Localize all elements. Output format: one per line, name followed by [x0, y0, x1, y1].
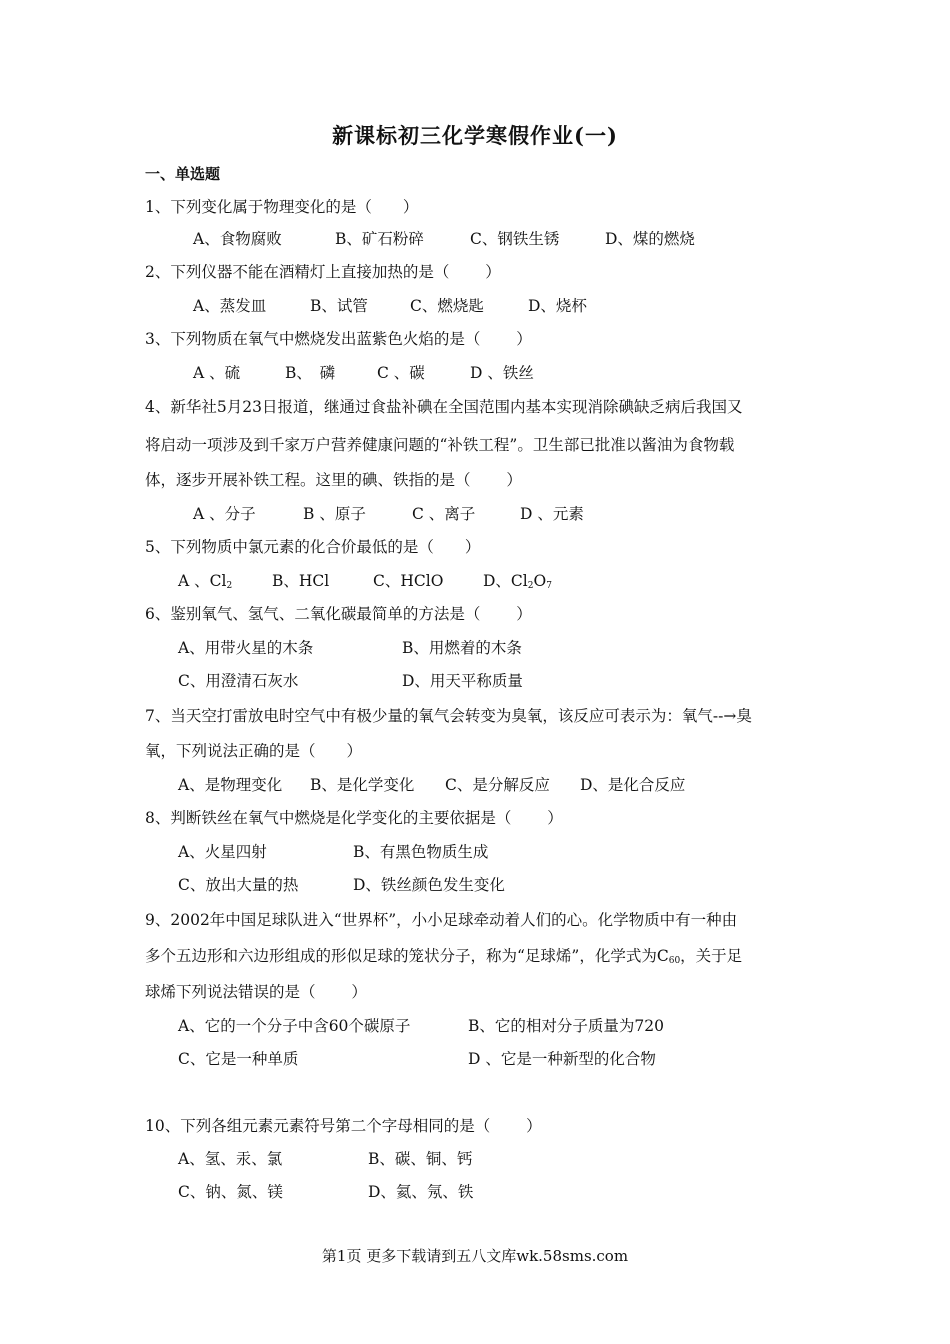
q5-option-d-text: D、Cl [483, 572, 528, 590]
q4-option-b: B 、原子 [303, 505, 366, 523]
q7-option-a: A、是物理变化 [178, 776, 283, 794]
q5-option-d-mid: O [533, 572, 547, 590]
q6-option-d: D、用天平称质量 [402, 672, 523, 690]
question-3-stem: 3、下列物质在氧气中燃烧发出蓝紫色火焰的是（ ） [145, 330, 532, 348]
question-9-line-3: 球烯下列说法错误的是（ ） [145, 983, 367, 1001]
q8-option-c: C、放出大量的热 [178, 876, 299, 894]
q9-option-b: B、它的相对分子质量为720 [468, 1017, 664, 1035]
q10-option-b: B、碳、铜、钙 [368, 1150, 473, 1168]
q4-option-d: D 、元素 [520, 505, 584, 523]
q6-option-c: C、用澄清石灰水 [178, 672, 299, 690]
q8-option-d: D、铁丝颜色发生变化 [353, 876, 505, 894]
page-title: 新课标初三化学寒假作业(一) [332, 123, 618, 148]
q4-option-c: C 、离子 [412, 505, 476, 523]
q5-option-a-text: A 、Cl [178, 572, 227, 590]
q1-option-a: A、食物腐败 [193, 230, 282, 248]
question-7-line-1: 7、当天空打雷放电时空气中有极少量的氧气会转变为臭氧，该反应可表示为：氧气--→臭 [145, 707, 752, 725]
question-9-line-2 [145, 946, 742, 971]
q9-option-d: D 、它是一种新型的化合物 [468, 1050, 656, 1068]
q9-line-2-subscript: 60 [668, 956, 681, 966]
q8-option-b: B、有黑色物质生成 [353, 843, 489, 861]
q6-option-b: B、用燃着的木条 [402, 639, 522, 657]
q2-option-b: B、试管 [310, 297, 368, 315]
page-footer: 第1页 更多下载请到五八文库wk.58sms.com [321, 1247, 629, 1265]
section-heading: 一、单选题 [145, 165, 221, 183]
question-4-line-1: 4、新华社5月23日报道，继通过食盐补碘在全国范围内基本实现消除碘缺乏病后我国又 [145, 398, 743, 416]
q7-option-d: D、是化合反应 [580, 776, 686, 794]
q7-option-b: B、是化学变化 [310, 776, 415, 794]
q3-option-d: D 、铁丝 [470, 364, 534, 382]
q3-option-b: B、 磷 [285, 364, 336, 382]
question-9-line-1: 9、2002年中国足球队进入“世界杯”，小小足球牵动着人们的心。化学物质中有一种由 [145, 911, 738, 929]
q8-option-a: A、火星四射 [178, 843, 267, 861]
q7-option-c: C、是分解反应 [445, 776, 550, 794]
q5-option-b: B、HCl [272, 572, 330, 590]
q1-option-d: D、煤的燃烧 [605, 230, 695, 248]
question-6-stem: 6、鉴别氧气、氢气、二氧化碳最简单的方法是（ ） [145, 605, 532, 623]
q10-option-a: A、氢、汞、氯 [178, 1150, 283, 1168]
q9-option-a: A、它的一个分子中含60个碳原子 [178, 1017, 411, 1035]
question-10-stem: 10、下列各组元素元素符号第二个字母相同的是（ ） [145, 1117, 542, 1135]
q6-option-a: A、用带火星的木条 [178, 639, 314, 657]
question-8-stem: 8、判断铁丝在氧气中燃烧是化学变化的主要依据是（ ） [145, 809, 563, 827]
question-5-stem: 5、下列物质中氯元素的化合价最低的是（ ） [145, 538, 481, 556]
q2-option-a: A、蒸发皿 [193, 297, 267, 315]
q5-option-d [483, 571, 552, 596]
question-4-line-3: 体，逐步开展补铁工程。这里的碘、铁指的是（ ） [145, 471, 522, 489]
q4-option-a: A 、分子 [193, 505, 256, 523]
question-2-stem: 2、下列仪器不能在酒精灯上直接加热的是（ ） [145, 263, 501, 281]
q5-option-d-subscript-2: 7 [546, 581, 552, 591]
q3-option-a: A 、硫 [193, 364, 241, 382]
q9-line-2-end: ，关于足 [680, 947, 743, 965]
q5-option-d-subscript-1: 2 [527, 581, 534, 591]
q3-option-c: C 、碳 [377, 364, 425, 382]
question-4-line-2: 将启动一项涉及到千家万户营养健康问题的“补铁工程”。卫生部已批准以酱油为食物载 [145, 436, 735, 454]
q5-option-a-subscript: 2 [226, 581, 233, 591]
q10-option-d: D、氦、氖、铁 [368, 1183, 474, 1201]
q5-option-c: C、HClO [373, 572, 444, 590]
question-1-stem: 1、下列变化属于物理变化的是（ ） [145, 198, 419, 216]
q9-line-2-text: 多个五边形和六边形组成的形似足球的笼状分子，称为“足球烯”，化学式为C [145, 947, 669, 965]
q5-option-a [178, 571, 232, 596]
q1-option-c: C、钢铁生锈 [470, 230, 560, 248]
q2-option-c: C、燃烧匙 [410, 297, 484, 315]
q9-option-c: C、它是一种单质 [178, 1050, 299, 1068]
question-7-line-2: 氧，下列说法正确的是（ ） [145, 742, 363, 760]
q10-option-c: C、钠、氮、镁 [178, 1183, 283, 1201]
q2-option-d: D、烧杯 [528, 297, 587, 315]
q1-option-b: B、矿石粉碎 [335, 230, 424, 248]
